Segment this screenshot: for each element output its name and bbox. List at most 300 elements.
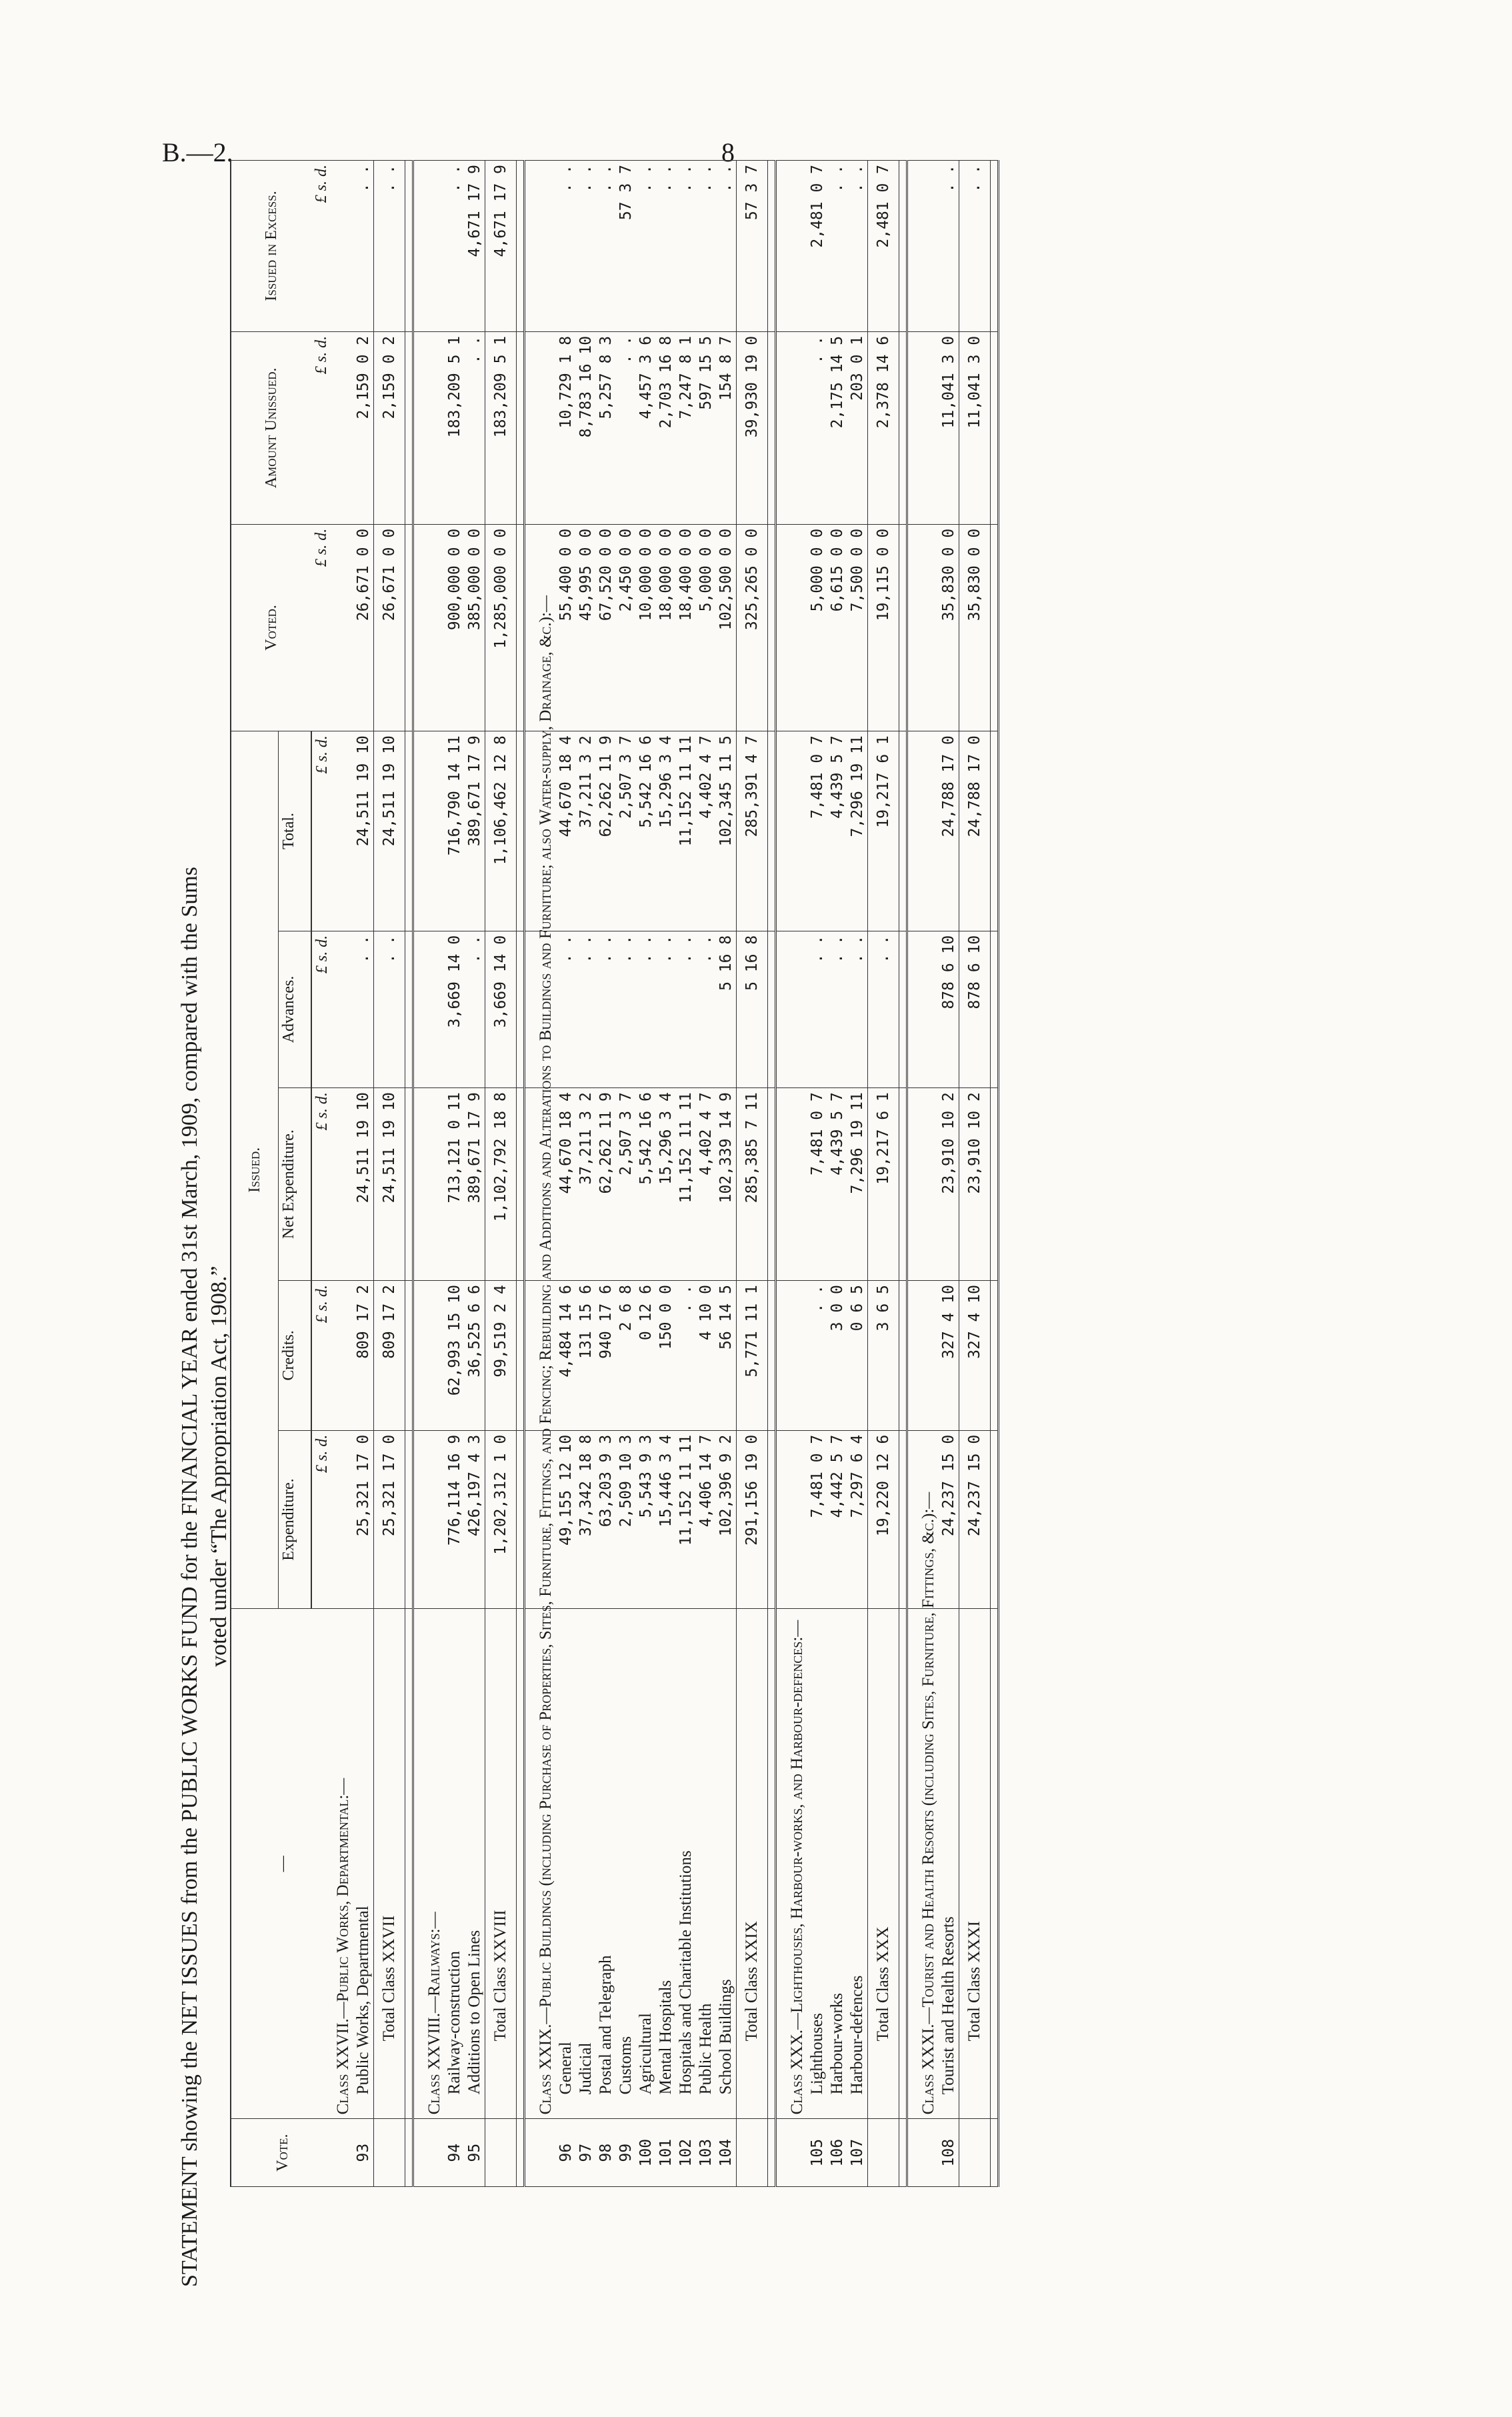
amount-adv: . . <box>636 931 656 1087</box>
spacer-cell <box>907 2119 919 2187</box>
header-expenditure: Expenditure. <box>279 1430 312 1609</box>
amount-cred: 62,993 15 10 <box>445 1281 465 1431</box>
amount-voted: 5,000 0 0 <box>696 524 716 731</box>
item-description: Customs <box>616 1609 636 2119</box>
vote-number <box>333 2119 353 2187</box>
item-description: Additions to Open Lines <box>465 1609 485 2119</box>
amount-adv <box>333 931 353 1087</box>
header-issued: Issued. <box>231 731 279 1609</box>
separator-cell <box>899 731 907 931</box>
amount-voted <box>425 524 445 731</box>
statement-body <box>333 161 999 2187</box>
separator-cell <box>768 1609 776 2119</box>
amount-cred: 4 10 0 <box>696 1281 716 1431</box>
amount-unis: 10,729 1 8 <box>556 331 576 524</box>
separator-cell <box>517 161 525 332</box>
amount-voted: 55,400 0 0 <box>556 524 576 731</box>
amount-adv: . . <box>353 931 374 1087</box>
amount-tot: 285,391 4 7 <box>737 731 768 931</box>
amount-exc <box>787 161 807 332</box>
rotated-statement <box>170 140 1383 2294</box>
amount-unis: 11,041 3 0 <box>959 331 991 524</box>
spacer-cell <box>776 731 788 931</box>
vote-number <box>485 2119 517 2187</box>
vote-row <box>827 161 847 2187</box>
amount-voted: 35,830 0 0 <box>939 524 959 731</box>
amount-adv <box>787 931 807 1087</box>
unit-label: £ s. d. <box>311 524 333 731</box>
amount-net: 5,542 16 6 <box>636 1088 656 1281</box>
amount-unis: 183,209 5 1 <box>445 331 465 524</box>
amount-unis: 2,175 14 5 <box>827 331 847 524</box>
amount-exp: 25,321 17 0 <box>353 1430 374 1609</box>
separator-cell <box>768 1281 776 1431</box>
amount-unis: 183,209 5 1 <box>485 331 517 524</box>
separator-row <box>991 161 999 2187</box>
amount-net <box>333 1088 353 1281</box>
item-description: Agricultural <box>636 1609 656 2119</box>
amount-tot: 4,439 5 7 <box>827 731 847 931</box>
class-heading: Class XXX.—Lighthouses, Harbour-works, and Harbour-defences:— <box>787 1609 807 2119</box>
vote-row <box>807 161 827 2187</box>
amount-cred: 809 17 2 <box>374 1281 405 1431</box>
separator-cell <box>991 2119 999 2187</box>
amount-unis: . . <box>465 331 485 524</box>
amount-cred: 3 6 5 <box>868 1281 899 1431</box>
page-reference: B.—2. <box>162 137 233 167</box>
class-heading: Class XXXI.—Tourist and Health Resorts (including Sites, Furniture, Fittings, &c.):— <box>919 1609 939 2119</box>
amount-voted: 18,400 0 0 <box>676 524 696 731</box>
amount-unis: 7,247 8 1 <box>676 331 696 524</box>
spacer-cell <box>525 1609 537 2119</box>
amount-voted: 5,000 0 0 <box>807 524 827 731</box>
class-heading-row <box>919 161 939 2187</box>
amount-exp: 24,237 15 0 <box>959 1430 991 1609</box>
amount-exp: 4,442 5 7 <box>827 1430 847 1609</box>
vote-row <box>696 161 716 2187</box>
amount-adv <box>425 931 445 1087</box>
spacer-cell <box>413 161 425 332</box>
amount-unis: 5,257 8 3 <box>596 331 616 524</box>
amount-adv: . . <box>676 931 696 1087</box>
separator-cell <box>899 1430 907 1609</box>
total-row <box>868 161 899 2187</box>
vote-number: 101 <box>656 2119 676 2187</box>
amount-net <box>787 1088 807 1281</box>
header-net-expenditure: Net Expenditure. <box>279 1088 312 1281</box>
amount-cred: 5,771 11 1 <box>737 1281 768 1431</box>
amount-net: 23,910 10 2 <box>959 1088 991 1281</box>
amount-net: 44,670 18 4 <box>556 1088 576 1281</box>
amount-tot: 5,542 16 6 <box>636 731 656 931</box>
spacer-cell <box>525 1281 537 1431</box>
amount-exc: 2,481 0 7 <box>868 161 899 332</box>
amount-adv: . . <box>696 931 716 1087</box>
spacer-cell <box>776 2119 788 2187</box>
item-description: Harbour-defences <box>847 1609 868 2119</box>
spacer-cell <box>413 1430 425 1609</box>
spacer-cell <box>413 1281 425 1431</box>
amount-net: 4,402 4 7 <box>696 1088 716 1281</box>
header-credits: Credits. <box>279 1281 312 1431</box>
amount-tot: 716,790 14 11 <box>445 731 465 931</box>
amount-tot: 19,217 6 1 <box>868 731 899 931</box>
amount-unis <box>919 331 939 524</box>
amount-voted: 45,995 0 0 <box>576 524 596 731</box>
amount-cred <box>787 1281 807 1431</box>
item-description: Total Class XXXI <box>959 1609 991 2119</box>
separator-cell <box>991 1430 999 1609</box>
amount-tot: 24,511 19 10 <box>374 731 405 931</box>
amount-unis: 2,703 16 8 <box>656 331 676 524</box>
amount-cred <box>919 1281 939 1431</box>
amount-exc: . . <box>556 161 576 332</box>
spacer-cell <box>907 1281 919 1431</box>
amount-net: 7,296 19 11 <box>847 1088 868 1281</box>
spacer-cell <box>413 931 425 1087</box>
amount-voted <box>919 524 939 731</box>
amount-exp: 19,220 12 6 <box>868 1430 899 1609</box>
amount-adv: . . <box>656 931 676 1087</box>
vote-row <box>556 161 576 2187</box>
unit-label: £ s. d. <box>311 931 333 1087</box>
amount-cred: 327 4 10 <box>959 1281 991 1431</box>
vote-number <box>787 2119 807 2187</box>
amount-adv: . . <box>827 931 847 1087</box>
separator-cell <box>899 1088 907 1281</box>
spacer-cell <box>907 1609 919 2119</box>
amount-tot <box>333 731 353 931</box>
amount-exp: 11,152 11 11 <box>676 1430 696 1609</box>
amount-net <box>919 1088 939 1281</box>
vote-number: 103 <box>696 2119 716 2187</box>
vote-number: 100 <box>636 2119 656 2187</box>
amount-tot: 15,296 3 4 <box>656 731 676 931</box>
amount-cred: 0 6 5 <box>847 1281 868 1431</box>
amount-exc: . . <box>656 161 676 332</box>
spacer-cell <box>413 331 425 524</box>
spacer-cell <box>525 931 537 1087</box>
amount-net: 11,152 11 11 <box>676 1088 696 1281</box>
amount-voted: 10,000 0 0 <box>636 524 656 731</box>
amount-exp: 25,321 17 0 <box>374 1430 405 1609</box>
spacer-cell <box>907 931 919 1087</box>
amount-cred: 150 0 0 <box>656 1281 676 1431</box>
amount-adv <box>919 931 939 1087</box>
header-voted: Voted. <box>231 524 311 731</box>
amount-adv: . . <box>596 931 616 1087</box>
amount-unis: 2,159 0 2 <box>374 331 405 524</box>
vote-number <box>959 2119 991 2187</box>
amount-exp: 49,155 12 10 <box>556 1430 576 1609</box>
amount-net: 713,121 0 11 <box>445 1088 465 1281</box>
separator-cell <box>405 524 413 731</box>
amount-net: 15,296 3 4 <box>656 1088 676 1281</box>
vote-number <box>919 2119 939 2187</box>
header-total: Total. <box>279 731 312 931</box>
vote-row <box>465 161 485 2187</box>
item-description: General <box>556 1609 576 2119</box>
title-line-1: STATEMENT showing the NET ISSUES from the PUBLIC WORKS FUND for the FINANCIAL YEAR ended 31st March, 1909, compared with the Sums <box>177 866 202 2287</box>
amount-unis: 4,457 3 6 <box>636 331 656 524</box>
separator-cell <box>991 524 999 731</box>
separator-cell <box>768 524 776 731</box>
vote-number <box>425 2119 445 2187</box>
amount-exc: . . <box>636 161 656 332</box>
vote-number: 94 <box>445 2119 465 2187</box>
spacer-cell <box>907 331 919 524</box>
unit-label: £ s. d. <box>311 1430 333 1609</box>
item-description: Lighthouses <box>807 1609 827 2119</box>
separator-cell <box>405 731 413 931</box>
vote-number: 107 <box>847 2119 868 2187</box>
amount-net: 1,102,792 18 8 <box>485 1088 517 1281</box>
amount-net: 37,211 3 2 <box>576 1088 596 1281</box>
amount-exc: . . <box>353 161 374 332</box>
amount-exp <box>425 1430 445 1609</box>
amount-tot: 24,788 17 0 <box>939 731 959 931</box>
separator-cell <box>991 1281 999 1431</box>
unit-label: £ s. d. <box>311 331 333 524</box>
amount-adv: 5 16 8 <box>737 931 768 1087</box>
total-row <box>485 161 517 2187</box>
amount-adv: . . <box>465 931 485 1087</box>
amount-tot: 7,296 19 11 <box>847 731 868 931</box>
spacer-cell <box>525 161 537 332</box>
separator-cell <box>768 331 776 524</box>
amount-tot: 389,671 17 9 <box>465 731 485 931</box>
amount-unis <box>425 331 445 524</box>
separator-cell <box>991 1088 999 1281</box>
separator-cell <box>517 1088 525 1281</box>
separator-cell <box>768 1088 776 1281</box>
amount-adv: . . <box>556 931 576 1087</box>
spacer-cell <box>776 524 788 731</box>
amount-adv: . . <box>374 931 405 1087</box>
amount-tot <box>919 731 939 931</box>
amount-exc: . . <box>676 161 696 332</box>
amount-net: 19,217 6 1 <box>868 1088 899 1281</box>
separator-cell <box>517 2119 525 2187</box>
unit-label: £ s. d. <box>311 161 333 332</box>
amount-exc: 57 3 7 <box>737 161 768 332</box>
item-description: Mental Hospitals <box>656 1609 676 2119</box>
amount-cred: 2 6 8 <box>616 1281 636 1431</box>
amount-cred: 809 17 2 <box>353 1281 374 1431</box>
separator-cell <box>405 1430 413 1609</box>
separator-cell <box>405 1609 413 2119</box>
amount-adv: 878 6 10 <box>959 931 991 1087</box>
spacer-cell <box>907 1088 919 1281</box>
spacer-cell <box>525 2119 537 2187</box>
amount-exc: . . <box>596 161 616 332</box>
separator-cell <box>899 1281 907 1431</box>
item-description: Postal and Telegraph <box>596 1609 616 2119</box>
amount-adv: . . <box>807 931 827 1087</box>
amount-voted: 35,830 0 0 <box>959 524 991 731</box>
amount-exc: . . <box>716 161 737 332</box>
separator-cell <box>517 731 525 931</box>
amount-exc <box>425 161 445 332</box>
amount-voted: 7,500 0 0 <box>847 524 868 731</box>
separator-cell <box>899 931 907 1087</box>
item-description: Judicial <box>576 1609 596 2119</box>
amount-exc <box>919 161 939 332</box>
amount-unis: 11,041 3 0 <box>939 331 959 524</box>
separator-cell <box>405 1088 413 1281</box>
separator-row <box>405 161 413 2187</box>
unit-label: £ s. d. <box>311 1281 333 1431</box>
spacer-cell <box>413 1088 425 1281</box>
amount-cred <box>425 1281 445 1431</box>
amount-net: 24,511 19 10 <box>374 1088 405 1281</box>
spacer-cell <box>776 1281 788 1431</box>
amount-unis <box>536 331 556 524</box>
amount-unis: 2,378 14 6 <box>868 331 899 524</box>
vote-number: 98 <box>596 2119 616 2187</box>
amount-cred: 3 0 0 <box>827 1281 847 1431</box>
class-heading-row <box>787 161 807 2187</box>
vote-number: 97 <box>576 2119 596 2187</box>
amount-unis <box>787 331 807 524</box>
vote-row <box>616 161 636 2187</box>
separator-cell <box>899 331 907 524</box>
header-advances: Advances. <box>279 931 312 1087</box>
separator-cell <box>405 931 413 1087</box>
item-description: Total Class XXX <box>868 1609 899 2119</box>
separator-cell <box>768 161 776 332</box>
amount-tot <box>787 731 807 931</box>
separator-cell <box>517 931 525 1087</box>
class-heading: Class XXIX.—Public Buildings (including Purchase of Properties, Sites, Furniture, Fittings, and Fencing; Rebuilding and Additions and Alterations to Buildings and Furniture; also Water-supply, Drainage, &c.):— <box>536 1609 556 2119</box>
amount-exp <box>787 1430 807 1609</box>
item-description: Harbour-works <box>827 1609 847 2119</box>
amount-cred: . . <box>676 1281 696 1431</box>
separator-cell <box>991 161 999 332</box>
statement-table <box>230 160 999 2187</box>
vote-number: 95 <box>465 2119 485 2187</box>
amount-exp: 102,396 9 2 <box>716 1430 737 1609</box>
separator-cell <box>899 524 907 731</box>
vote-row <box>596 161 616 2187</box>
amount-voted: 19,115 0 0 <box>868 524 899 731</box>
spacer-row <box>776 161 788 2187</box>
vote-number: 106 <box>827 2119 847 2187</box>
separator-cell <box>991 331 999 524</box>
amount-exp: 63,203 9 3 <box>596 1430 616 1609</box>
spacer-cell <box>776 1609 788 2119</box>
separator-row <box>899 161 907 2187</box>
separator-cell <box>768 1430 776 1609</box>
amount-unis: 8,783 16 10 <box>576 331 596 524</box>
amount-exp: 776,114 16 9 <box>445 1430 465 1609</box>
spacer-cell <box>525 1430 537 1609</box>
amount-adv: . . <box>616 931 636 1087</box>
vote-number: 93 <box>353 2119 374 2187</box>
amount-adv: . . <box>847 931 868 1087</box>
item-description: Total Class XXVII <box>374 1609 405 2119</box>
amount-cred <box>333 1281 353 1431</box>
separator-cell <box>899 1609 907 2119</box>
amount-exc: 57 3 7 <box>616 161 636 332</box>
amount-voted: 26,671 0 0 <box>353 524 374 731</box>
separator-cell <box>405 1281 413 1431</box>
amount-adv: 3,669 14 0 <box>485 931 517 1087</box>
amount-exc: 4,671 17 9 <box>485 161 517 332</box>
separator-row <box>517 161 525 2187</box>
separator-cell <box>768 2119 776 2187</box>
spacer-row <box>525 161 537 2187</box>
title-line-2: voted under “The Appropriation Act, 1908.” <box>207 1266 231 1667</box>
spacer-cell <box>776 331 788 524</box>
amount-voted: 325,265 0 0 <box>737 524 768 731</box>
vote-number <box>868 2119 899 2187</box>
item-description: Public Works, Departmental <box>353 1609 374 2119</box>
header-excess: Issued in Excess. <box>231 161 311 332</box>
separator-cell <box>768 931 776 1087</box>
spacer-cell <box>525 331 537 524</box>
amount-voted: 385,000 0 0 <box>465 524 485 731</box>
spacer-cell <box>525 1088 537 1281</box>
total-row <box>959 161 991 2187</box>
amount-voted: 102,500 0 0 <box>716 524 737 731</box>
amount-exp: 15,446 3 4 <box>656 1430 676 1609</box>
amount-voted: 1,285,000 0 0 <box>485 524 517 731</box>
amount-voted: 2,450 0 0 <box>616 524 636 731</box>
amount-exp: 1,202,312 1 0 <box>485 1430 517 1609</box>
amount-exp: 2,509 10 3 <box>616 1430 636 1609</box>
class-heading: Class XXVIII.—Railways:— <box>425 1609 445 2119</box>
amount-unis: . . <box>616 331 636 524</box>
item-description: Hospitals and Charitable Institutions <box>676 1609 696 2119</box>
amount-net: 62,262 11 9 <box>596 1088 616 1281</box>
unit-label: £ s. d. <box>311 731 333 931</box>
header-description: — <box>231 1609 333 2119</box>
spacer-row <box>413 161 425 2187</box>
amount-unis: 39,930 19 0 <box>737 331 768 524</box>
vote-row <box>656 161 676 2187</box>
amount-unis: . . <box>807 331 827 524</box>
vote-number: 102 <box>676 2119 696 2187</box>
separator-cell <box>768 731 776 931</box>
amount-adv: . . <box>868 931 899 1087</box>
separator-cell <box>899 161 907 332</box>
amount-voted <box>333 524 353 731</box>
amount-tot: 37,211 3 2 <box>576 731 596 931</box>
vote-row <box>576 161 596 2187</box>
amount-tot: 44,670 18 4 <box>556 731 576 931</box>
amount-exc <box>333 161 353 332</box>
amount-voted: 18,000 0 0 <box>656 524 676 731</box>
amount-cred: 99,519 2 4 <box>485 1281 517 1431</box>
separator-cell <box>991 931 999 1087</box>
amount-exc: . . <box>374 161 405 332</box>
amount-exc: . . <box>847 161 868 332</box>
spacer-row <box>907 161 919 2187</box>
amount-voted <box>787 524 807 731</box>
separator-cell <box>517 524 525 731</box>
vote-number: 104 <box>716 2119 737 2187</box>
amount-exc <box>536 161 556 332</box>
amount-cred: 36,525 6 6 <box>465 1281 485 1431</box>
item-description: Total Class XXVIII <box>485 1609 517 2119</box>
spacer-cell <box>413 731 425 931</box>
vote-row <box>716 161 737 2187</box>
vote-row <box>847 161 868 2187</box>
amount-net: 389,671 17 9 <box>465 1088 485 1281</box>
item-description: Public Health <box>696 1609 716 2119</box>
amount-exp: 7,481 0 7 <box>807 1430 827 1609</box>
